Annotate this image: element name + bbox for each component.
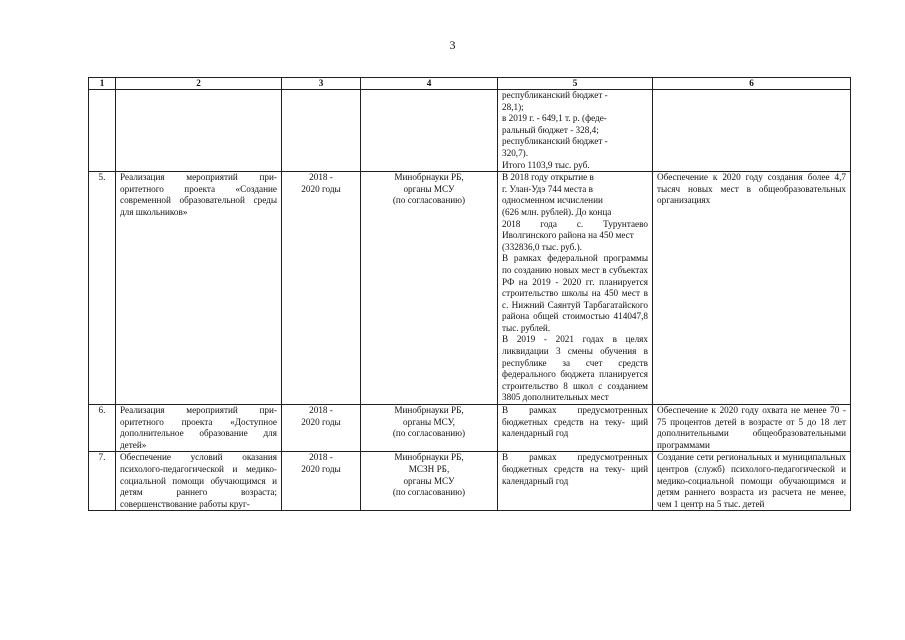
- page-number: 3: [449, 38, 456, 52]
- responsible-cell: [361, 172, 498, 405]
- row-number: 7.: [89, 452, 116, 511]
- responsible-line: органы МСУ: [403, 475, 455, 486]
- funding-line: В 2018 году открытие в: [502, 172, 594, 183]
- funding-line: г. Улан-Удэ 744 места в: [502, 183, 593, 194]
- row-number: [89, 90, 116, 172]
- period-cell: [282, 90, 361, 172]
- responsible-line: Минобрнауки РБ,: [394, 452, 464, 463]
- responsible-cell: [361, 452, 498, 511]
- column-header: 2: [116, 78, 282, 90]
- funding-line: 320,7).: [502, 147, 529, 158]
- row-number: 6.: [89, 405, 116, 452]
- funding-line: В 2019 - 2021 годах в целях ликвидации 3 смены обучения в республике за счет средств федерального бюджета планируется строительство 8 школ с созданием 3805 дополнительных мест: [502, 334, 648, 403]
- responsible-cell: [361, 405, 498, 452]
- result-cell: Обеспечение к 2020 году охвата не менее 70 - 75 процентов детей в возрасте от 5 до 18 лет дополнительными общеобразовательными программами: [653, 405, 851, 452]
- measure-cell: Обеспечение условий оказания психолого-педагогической и медико-социальной помощи обучающимся и детям раннего возраста; совершенствование работы круг-: [116, 452, 282, 511]
- period-line: 2020 годы: [301, 416, 341, 427]
- result-cell: Обеспечение к 2020 году создания более 4,7 тысяч новых мест в общеобразовательных организациях: [653, 172, 851, 405]
- plan-table: [88, 77, 851, 511]
- column-header: 3: [282, 78, 361, 90]
- funding-line: В рамках федеральной программы по созданию новых мест в субъектах РФ на 2019 - 2020 гг. планируется строительство школы на 450 мест в с. Нижний Саянтуй Тарбагатайского района общей стоимостью 414047,8 тыс. рублей.: [502, 253, 648, 333]
- row-number: 5.: [89, 172, 116, 405]
- funding-line: В рамках предусмотренных бюджетных средств на теку- щий календарный год: [502, 452, 648, 486]
- column-header: 1: [89, 78, 116, 90]
- responsible-line: органы МСУ,: [403, 416, 455, 427]
- funding-line: (332836,0 тыс. руб.).: [502, 241, 582, 252]
- period-line: 2020 годы: [301, 183, 341, 194]
- funding-line: республиканский бюджет -: [502, 90, 608, 100]
- funding-line: республиканский бюджет -: [502, 136, 608, 147]
- funding-line: в 2019 г. - 649,1 т. р. (феде-: [502, 113, 607, 124]
- funding-line: односменном исчислении: [502, 195, 603, 206]
- period-line: 2020 годы: [301, 464, 341, 474]
- period-line: 2018 -: [309, 405, 333, 416]
- funding-cell: [498, 405, 653, 452]
- table-row: [89, 90, 851, 172]
- result-cell: Создание сети региональных и муниципальных центров (служб) психолого-педагогической и медико-социальной помощи обучающимся и детям раннего возраста из расчета не менее, чем 1 центр на 5 тыс. детей: [653, 452, 851, 511]
- measure-cell: [116, 90, 282, 172]
- funding-line: 28,1);: [502, 101, 524, 112]
- responsible-line: органы МСУ: [403, 183, 455, 194]
- responsible-line: Минобрнауки РБ,: [394, 172, 464, 183]
- period-line: 2018 -: [309, 452, 333, 463]
- funding-line: В рамках предусмотренных бюджетных средств на теку- щий календарный год: [502, 405, 648, 439]
- period-line: 2018 -: [309, 172, 333, 183]
- funding-line: Итого 1103,9 тыс. руб.: [502, 159, 590, 170]
- table-header-row: [89, 78, 851, 90]
- measure-cell: Реализация мероприятий при- оритетного проекта «Создание современной образовательной среды для школьников»: [116, 172, 282, 405]
- responsible-cell: [361, 90, 498, 172]
- funding-line: (626 млн. рублей). До конца: [502, 206, 612, 217]
- period-cell: [282, 405, 361, 452]
- column-header: 4: [361, 78, 498, 90]
- table-row: [89, 452, 851, 511]
- column-header: 6: [653, 78, 851, 90]
- period-cell: [282, 452, 361, 511]
- responsible-line: (по согласованию): [392, 487, 466, 498]
- responsible-line: МСЗН РБ,: [408, 464, 450, 474]
- funding-line: 2018 года с. Турунтаево Иволгинского района на 450 мест: [502, 218, 648, 241]
- table-row: [89, 172, 851, 405]
- responsible-line: Минобрнауки РБ,: [394, 405, 464, 416]
- period-cell: [282, 172, 361, 405]
- responsible-line: (по согласованию): [392, 428, 466, 439]
- funding-cell: [498, 452, 653, 511]
- result-cell: [653, 90, 851, 172]
- funding-line: ральный бюджет - 328,4;: [502, 124, 599, 135]
- responsible-line: (по согласованию): [392, 195, 466, 206]
- funding-cell: [498, 172, 653, 405]
- column-header: 5: [498, 78, 653, 90]
- funding-cell: [498, 90, 653, 172]
- table-row: [89, 405, 851, 452]
- measure-cell: Реализация мероприятий при- оритетного проекта «Доступное дополнительное образование для детей»: [116, 405, 282, 452]
